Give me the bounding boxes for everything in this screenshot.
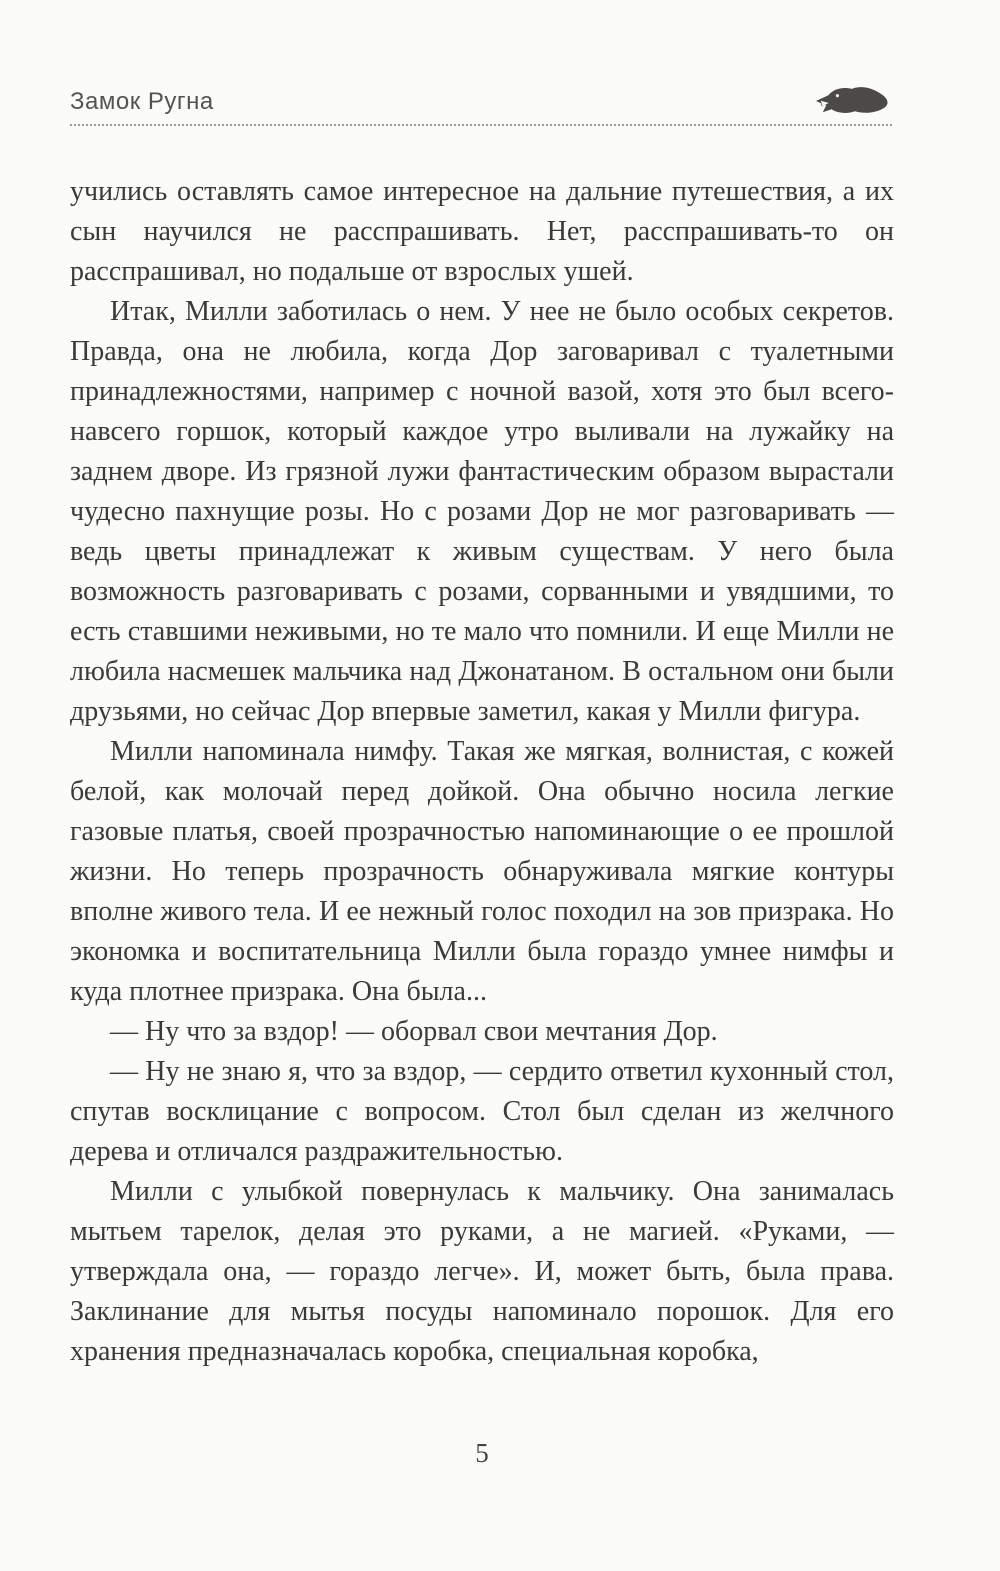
paragraph: — Ну что за вздор! — оборвал свои мечтания Дор. bbox=[110, 1016, 718, 1047]
dragon-icon bbox=[814, 86, 892, 116]
paragraph: учились оставлять самое интересное на дальние путешествия, а их сын научился не расспрашивать. Нет, расспрашивать-то он расспрашивал, но подальше от взрослых ушей. bbox=[70, 176, 894, 287]
paragraph: Милли напоминала нимфу. Такая же мягкая, волнистая, с кожей белой, как молочай перед дойкой. Она обычно носила легкие газовые платья, своей прозрачностью напоминающие о ее прошлой жизни. Но теперь прозрачность обнаруживала мягкие контуры вполне живого тела. И ее нежный голос походил на зов призрака. Но экономка и воспитательница Милли была гораздо умнее нимфы и куда плотнее призрака. Она была... bbox=[70, 736, 894, 1007]
paragraph: Итак, Милли заботилась о нем. У нее не было особых секретов. Правда, она не любила, когда Дор заговаривал с туалетными принадлежностями, например с ночной вазой, хотя это был всего-навсего горшок, который каждое утро выливали на лужайку на заднем дворе. Из грязной лужи фантастическим образом вырастали чудесно пахнущие розы. Но с розами Дор не мог разговаривать — ведь цветы принадлежат к живым существам. У него была возможность разговаривать с розами, сорванными и увядшими, то есть ставшими неживыми, но те мало что помнили. И еще Милли не любила насмешек мальчика над Джонатаном. В остальном они были друзьями, но сейчас Дор впервые заметил, какая у Милли фигура. bbox=[70, 296, 894, 727]
page-number: 5 bbox=[475, 1438, 489, 1468]
paragraph: Милли с улыбкой повернулась к мальчику. Она занималась мытьем тарелок, делая это руками, а не магией. «Руками, — утверждала она, — гораздо легче». И, может быть, была права. Заклинание для мытья посуды напоминало порошок. Для его хранения предназначалась коробка, специальная коробка, bbox=[70, 1176, 894, 1367]
body-text bbox=[70, 172, 894, 1372]
page-header bbox=[70, 86, 892, 126]
paragraph: — Ну не знаю я, что за вздор, — сердито ответил кухонный стол, спутав восклицание с вопросом. Стол был сделан из желчного дерева и отличался раздражительностью. bbox=[70, 1056, 894, 1167]
running-head-title: Замок Ругна bbox=[70, 88, 214, 115]
